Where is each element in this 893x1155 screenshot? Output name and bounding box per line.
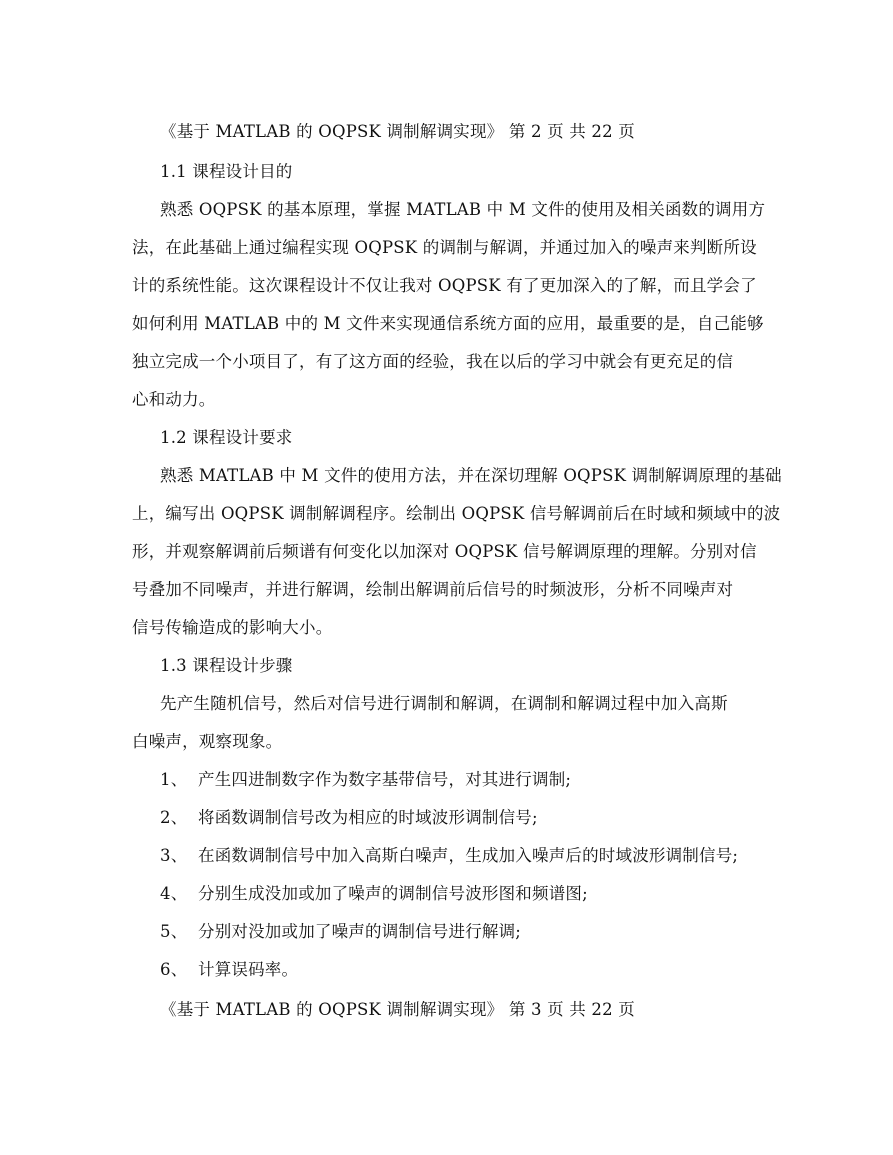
list-item-text: 产生四进制数字作为数字基带信号，对其进行调制;	[198, 770, 572, 789]
list-item-number: 3、	[160, 846, 188, 865]
list-item-text: 分别对没加或加了噪声的调制信号进行解调;	[198, 922, 522, 941]
page-header-bottom: 《基于 MATLAB 的 OQPSK 调制解调实现》 第 3 页 共 22 页	[160, 1000, 635, 1019]
list-item	[160, 770, 571, 790]
list-item	[160, 808, 538, 828]
paragraph-line: 先产生随机信号，然后对信号进行调制和解调，在调制和解调过程中加入高斯	[160, 694, 728, 713]
list-item-number: 6、	[160, 960, 188, 979]
paragraph-line: 形，并观察解调前后频谱有何变化以加深对 OQPSK 信号解调原理的理解。分别对信	[132, 542, 757, 561]
list-item	[160, 846, 738, 866]
paragraph-line: 熟悉 OQPSK 的基本原理，掌握 MATLAB 中 M 文件的使用及相关函数的调用方	[160, 200, 766, 219]
paragraph-line: 信号传输造成的影响大小。	[132, 618, 333, 637]
section-heading-1-2: 1.2 课程设计要求	[160, 428, 293, 447]
paragraph-line: 心和动力。	[132, 390, 216, 409]
list-item	[160, 960, 298, 980]
paragraph-line: 计的系统性能。这次课程设计不仅让我对 OQPSK 有了更加深入的了解，而且学会了	[132, 276, 757, 295]
list-item-text: 将函数调制信号改为相应的时域波形调制信号;	[198, 808, 538, 827]
list-item-text: 在函数调制信号中加入高斯白噪声，生成加入噪声后的时域波形调制信号;	[198, 846, 739, 865]
paragraph-line: 上，编写出 OQPSK 调制解调程序。绘制出 OQPSK 信号解调前后在时域和频域中的波	[132, 504, 781, 523]
paragraph-line: 熟悉 MATLAB 中 M 文件的使用方法，并在深切理解 OQPSK 调制解调原理的基础	[160, 466, 782, 485]
list-item	[160, 884, 588, 904]
section-heading-1-1: 1.1 课程设计目的	[160, 162, 293, 181]
paragraph-line: 号叠加不同噪声，并进行解调，绘制出解调前后信号的时频波形，分析不同噪声对	[132, 580, 734, 599]
list-item-number: 1、	[160, 770, 188, 789]
paragraph-line: 白噪声，观察现象。	[132, 732, 283, 751]
paragraph-line: 如何利用 MATLAB 中的 M 文件来实现通信系统方面的应用，最重要的是，自己能够	[132, 314, 764, 333]
page-header-top: 《基于 MATLAB 的 OQPSK 调制解调实现》 第 2 页 共 22 页	[160, 122, 635, 141]
list-item-number: 4、	[160, 884, 188, 903]
list-item-number: 2、	[160, 808, 188, 827]
section-heading-1-3: 1.3 课程设计步骤	[160, 656, 293, 675]
list-item-text: 分别生成没加或加了噪声的调制信号波形图和频谱图;	[198, 884, 588, 903]
paragraph-line: 法，在此基础上通过编程实现 OQPSK 的调制与解调，并通过加入的噪声来判断所设	[132, 238, 757, 257]
list-item-number: 5、	[160, 922, 188, 941]
list-item-text: 计算误码率。	[198, 960, 299, 979]
list-item	[160, 922, 521, 942]
paragraph-line: 独立完成一个小项目了，有了这方面的经验，我在以后的学习中就会有更充足的信	[132, 352, 734, 371]
